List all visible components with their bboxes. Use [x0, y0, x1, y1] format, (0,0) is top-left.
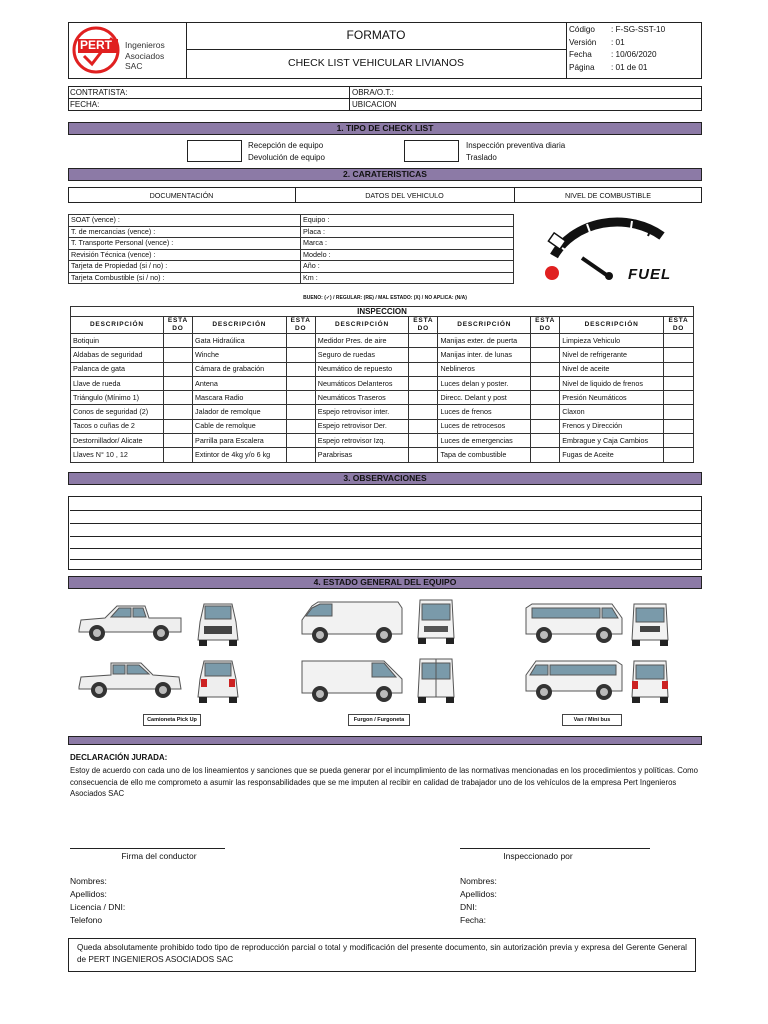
header-divider-h: [186, 49, 566, 50]
inspection-status-cell[interactable]: [409, 419, 438, 433]
inspection-title-row: [71, 307, 694, 317]
table-row: [71, 391, 694, 405]
inspection-item: Direcc. Delant y post: [438, 391, 531, 405]
inspection-item: Embrague y Caja Cambios: [560, 434, 664, 448]
inspection-status-cell[interactable]: [409, 376, 438, 390]
opt-inspeccion: Inspección preventiva diaria: [466, 141, 566, 150]
header-meta: [569, 24, 701, 74]
label-van: Van / Mini bus: [562, 714, 622, 726]
footer-note-box: [68, 938, 696, 972]
inspection-title: INSPECCION: [71, 307, 694, 317]
doc-row: [69, 226, 514, 238]
inspection-status-cell[interactable]: [286, 334, 315, 348]
inspection-item: Espejo retrovisor Der.: [315, 419, 408, 433]
inspection-status-cell[interactable]: [531, 448, 560, 462]
inspection-status-cell[interactable]: [531, 362, 560, 376]
signature-line-driver[interactable]: [70, 848, 225, 849]
table-row: [71, 334, 694, 348]
doc-label[interactable]: T. de mercancias (vence) :: [69, 226, 301, 238]
meta-label: Versión: [569, 37, 597, 47]
estado-header: ESTA DO: [531, 317, 560, 334]
obs-line-1: [70, 510, 702, 511]
doc-label[interactable]: SOAT (vence) :: [69, 215, 301, 227]
inspection-status-cell[interactable]: [663, 348, 693, 362]
meta-row: [569, 37, 701, 50]
table-row: [71, 362, 694, 376]
col-nivel: NIVEL DE COMBUSTIBLE: [564, 191, 651, 200]
inspection-item: Cable de remolque: [193, 419, 287, 433]
inspection-status-cell[interactable]: [163, 391, 192, 405]
table-row: [71, 348, 694, 362]
inspection-status-cell[interactable]: [409, 348, 438, 362]
desc-header: DESCRIPCIÓN: [560, 317, 664, 334]
col-documentacion: DOCUMENTACIÓN: [149, 191, 214, 200]
inspection-status-cell[interactable]: [663, 362, 693, 376]
desc-header: DESCRIPCIÓN: [193, 317, 287, 334]
inspection-status-cell[interactable]: [531, 348, 560, 362]
obs-line-4: [70, 548, 702, 549]
desc-header: DESCRIPCIÓN: [71, 317, 164, 334]
signature-title-inspector: Inspeccionado por: [503, 851, 573, 861]
inspection-item: Fugas de Aceite: [560, 448, 664, 462]
inspection-item: Frenos y Dirección: [560, 419, 664, 433]
inspection-item: Seguro de ruedas: [315, 348, 408, 362]
doc-row: [69, 272, 514, 284]
van-side-top-icon: [522, 600, 626, 646]
fecha-label: FECHA:: [70, 100, 100, 109]
inspection-item: Llaves N° 10 , 12: [71, 448, 164, 462]
inspection-item: Destornillador/ Alicate: [71, 434, 164, 448]
inspection-status-cell[interactable]: [163, 448, 192, 462]
label-furgon: Furgon / Furgoneta: [348, 714, 410, 726]
doc-label[interactable]: T. Transporte Personal (vence) :: [69, 238, 301, 250]
inspection-status-cell[interactable]: [409, 448, 438, 462]
col-datos: DATOS DEL VEHICULO: [365, 191, 444, 200]
inspection-item: Presión Neumáticos: [560, 391, 664, 405]
signature-title-driver: Firma del conductor: [121, 851, 197, 861]
inspection-legend: BUENO: (✓) / REGULAR: (RE) / MAL ESTADO: (X) / NO APLICA: (N/A): [303, 295, 467, 301]
company-logo: [72, 26, 184, 76]
inspection-status-cell[interactable]: [163, 376, 192, 390]
inspection-item: Claxon: [560, 405, 664, 419]
inspection-status-cell[interactable]: [286, 348, 315, 362]
inspector-field[interactable]: Nombres:: [460, 876, 497, 886]
vehicle-data-label[interactable]: Marca :: [301, 238, 514, 250]
checkbox-recepcion-devolucion[interactable]: [187, 140, 242, 162]
inspection-status-cell[interactable]: [531, 334, 560, 348]
inspection-item: Tapa de combustible: [438, 448, 531, 462]
inspection-item: Palanca de gata: [71, 362, 164, 376]
estado-header: ESTA DO: [663, 317, 693, 334]
section2-header: 2. CARATERISTICAS: [68, 168, 702, 181]
inspection-item: Limpieza Vehiculo: [560, 334, 664, 348]
inspection-status-cell[interactable]: [163, 348, 192, 362]
inspection-item: Espejo retrovisor inter.: [315, 405, 408, 419]
doc-label[interactable]: Revisión Técnica (vence) :: [69, 249, 301, 261]
vehicle-data-label[interactable]: Año :: [301, 261, 514, 273]
section3-header: 3. OBSERVACIONES: [68, 472, 702, 485]
inspection-status-cell[interactable]: [163, 419, 192, 433]
doc-row: [69, 249, 514, 261]
table-row: [71, 434, 694, 448]
estado-header: ESTA DO: [163, 317, 192, 334]
inspection-item: Espejo retrovisor Izq.: [315, 434, 408, 448]
fuel-label: FUEL: [628, 266, 672, 283]
inspection-status-cell[interactable]: [531, 419, 560, 433]
inspection-status-cell[interactable]: [163, 334, 192, 348]
company-line1: Ingenieros: [125, 40, 165, 50]
inspection-status-cell[interactable]: [286, 405, 315, 419]
inspection-status-cell[interactable]: [409, 434, 438, 448]
inspection-item: Extintor de 4kg y/o 6 kg: [193, 448, 287, 462]
meta-row: [569, 62, 701, 75]
inspection-status-cell[interactable]: [663, 405, 693, 419]
inspection-item: Nivel de liquido de frenos: [560, 376, 664, 390]
info-divider: [68, 98, 702, 99]
desc-header: DESCRIPCIÓN: [315, 317, 408, 334]
inspection-item: Luces de frenos: [438, 405, 531, 419]
inspection-item: Parrilla para Escalera: [193, 434, 287, 448]
estado-header: ESTA DO: [286, 317, 315, 334]
form-subtitle: CHECK LIST VEHICULAR LIVIANOS: [287, 57, 465, 69]
inspection-status-cell[interactable]: [531, 405, 560, 419]
van-rear-bottom-icon: [628, 657, 672, 705]
inspection-status-cell[interactable]: [409, 362, 438, 376]
inspector-field[interactable]: Apellidos:: [460, 889, 497, 899]
inspection-status-cell[interactable]: [663, 419, 693, 433]
obs-line-2: [70, 523, 702, 524]
section4-footer-band: [68, 736, 702, 745]
inspection-status-cell[interactable]: [663, 391, 693, 405]
logo-text: PERT: [80, 38, 113, 52]
inspection-item: Llave de rueda: [71, 376, 164, 390]
table-row: [71, 376, 694, 390]
inspection-item: Tacos o cuñas de 2: [71, 419, 164, 433]
inspection-item: Mascara Radio: [193, 391, 287, 405]
desc-header: DESCRIPCIÓN: [438, 317, 531, 334]
driver-field[interactable]: Apellidos:: [70, 889, 107, 899]
table-row: [71, 419, 694, 433]
inspection-item: Conos de seguridad (2): [71, 405, 164, 419]
inspection-status-cell[interactable]: [163, 362, 192, 376]
inspection-item: Cámara de grabación: [193, 362, 287, 376]
company-line2: Asociados SAC: [125, 51, 165, 71]
inspection-status-cell[interactable]: [286, 376, 315, 390]
doc-row: [69, 215, 514, 227]
inspection-item: Nivel de aceite: [560, 362, 664, 376]
driver-field[interactable]: Nombres:: [70, 876, 107, 886]
inspection-header-row: [71, 317, 694, 334]
inspection-status-cell[interactable]: [663, 434, 693, 448]
documents-table: [68, 214, 514, 284]
inspection-item: Manijas inter. de lunas: [438, 348, 531, 362]
meta-value: : 01: [611, 37, 625, 47]
inspection-item: Neblineros: [438, 362, 531, 376]
furgon-front-top-icon: [414, 596, 458, 646]
inspection-status-cell[interactable]: [531, 434, 560, 448]
inspection-item: Neumático de repuesto: [315, 362, 408, 376]
inspection-status-cell[interactable]: [409, 334, 438, 348]
inspection-item: Luces delan y poster.: [438, 376, 531, 390]
vehicle-data-label[interactable]: Equipo :: [301, 215, 514, 227]
declaration-title: DECLARACIÓN JURADA:: [70, 753, 168, 762]
inspector-fields: [460, 875, 497, 927]
inspection-status-cell[interactable]: [663, 448, 693, 462]
inspection-item: Manijas exter. de puerta: [438, 334, 531, 348]
doc-row: [69, 261, 514, 273]
doc-label[interactable]: Tarjeta de Propiedad (si / no) :: [69, 261, 301, 273]
header-divider-2: [566, 22, 567, 79]
inspection-item: Jalador de remolque: [193, 405, 287, 419]
opt-recepcion: Recepción de equipo: [248, 141, 324, 150]
table-row: [71, 448, 694, 462]
estado-header: ESTA DO: [409, 317, 438, 334]
opt-devolucion: Devolución de equipo: [248, 153, 325, 162]
inspection-item: Botiquin: [71, 334, 164, 348]
opt-traslado: Traslado: [466, 153, 497, 162]
inspection-status-cell[interactable]: [663, 334, 693, 348]
pickup-rear-bottom-icon: [196, 657, 240, 705]
info-divider-v: [349, 86, 350, 111]
signature-line-inspector[interactable]: [460, 848, 650, 849]
checkbox-inspeccion-traslado[interactable]: [404, 140, 459, 162]
inspector-field[interactable]: DNI:: [460, 902, 477, 912]
vehicle-data-label[interactable]: Placa :: [301, 226, 514, 238]
inspection-item: Antena: [193, 376, 287, 390]
meta-row: [569, 49, 701, 62]
driver-fields: [70, 875, 125, 927]
inspection-item: Parabrisas: [315, 448, 408, 462]
inspection-status-cell[interactable]: [531, 391, 560, 405]
inspection-item: Medidor Pres. de aire: [315, 334, 408, 348]
meta-label: Código: [569, 25, 595, 34]
section4-header: 4. ESTADO GENERAL DEL EQUIPO: [68, 576, 702, 589]
footer-note: Queda absolutamente prohibido todo tipo de reproducción parcial o total y modificación del presente documento, sin autorización previa y expresa del Gerente General de PERT INGENIEROS ASOCIADOS SAC: [77, 943, 687, 964]
doc-label[interactable]: Tarjeta Combustible (si / no) :: [69, 272, 301, 284]
pickup-side-top-icon: [75, 600, 185, 645]
inspection-status-cell[interactable]: [663, 376, 693, 390]
obra-label: OBRA/O.T.:: [352, 88, 394, 97]
inspection-status-cell[interactable]: [531, 376, 560, 390]
inspection-item: Gata Hidraúlica: [193, 334, 287, 348]
inspection-item: Luces de emergencias: [438, 434, 531, 448]
inspection-status-cell[interactable]: [286, 448, 315, 462]
doc-row: [69, 238, 514, 250]
inspector-field[interactable]: Fecha:: [460, 915, 486, 925]
inspection-status-cell[interactable]: [409, 391, 438, 405]
inspection-item: Triángulo (Mínimo 1): [71, 391, 164, 405]
obs-line-3: [70, 536, 702, 537]
inspection-item: Neumáticos Delanteros: [315, 376, 408, 390]
driver-field[interactable]: Telefono: [70, 915, 103, 925]
inspection-status-cell[interactable]: [286, 434, 315, 448]
table-row: [71, 405, 694, 419]
inspection-status-cell[interactable]: [409, 405, 438, 419]
inspection-item: Nivel de refrigerante: [560, 348, 664, 362]
pickup-front-top-icon: [196, 600, 240, 648]
form-title: FORMATO: [346, 28, 406, 42]
obs-line-5: [70, 559, 702, 560]
meta-value: : 10/06/2020: [611, 50, 657, 59]
vehicle-data-label[interactable]: Km :: [301, 272, 514, 284]
inspection-status-cell[interactable]: [163, 434, 192, 448]
inspection-status-cell[interactable]: [163, 405, 192, 419]
section1-header: 1. TIPO DE CHECK LIST: [68, 122, 702, 135]
meta-value: : 01 de 01: [611, 62, 648, 72]
pickup-side-bottom-icon: [75, 657, 185, 702]
meta-row: [569, 24, 701, 37]
declaration-text: Estoy de acuerdo con cada uno de los lineamientos y sanciones que se pueda generar por el incumplimiento de las normativas mencionadas en los procedimientos y políticas. Como consecuencia de ello me comprometo a asumir las responsabilidades que se me imputen al recibir en calidad de trabajador uno de los vehículos de la empresa Pert Ingenieros Asociados SAC: [70, 766, 699, 798]
inspection-status-cell[interactable]: [286, 419, 315, 433]
meta-label: Página: [569, 62, 595, 72]
inspection-table: [70, 306, 694, 463]
inspection-item: Luces de retrocesos: [438, 419, 531, 433]
contratista-label: CONTRATISTA:: [70, 88, 128, 97]
driver-field[interactable]: Licencia / DNI:: [70, 902, 126, 912]
inspection-item: Aldabas de seguridad: [71, 348, 164, 362]
inspection-status-cell[interactable]: [286, 362, 315, 376]
furgon-side-bottom-icon: [298, 657, 406, 705]
inspection-status-cell[interactable]: [286, 391, 315, 405]
meta-label: Fecha: [569, 50, 592, 59]
van-side-bottom-icon: [522, 657, 626, 703]
inspection-item: Neumáticos Traseros: [315, 391, 408, 405]
vehicle-data-label[interactable]: Modelo :: [301, 249, 514, 261]
furgon-rear-bottom-icon: [414, 655, 458, 705]
ubicacion-label: UBICACION: [352, 100, 397, 109]
meta-value: : F-SG-SST-10: [611, 25, 666, 34]
furgon-side-top-icon: [298, 598, 406, 646]
label-pickup: Camioneta Pick Up: [143, 714, 201, 726]
van-front-top-icon: [628, 600, 672, 648]
inspection-item: Winche: [193, 348, 287, 362]
